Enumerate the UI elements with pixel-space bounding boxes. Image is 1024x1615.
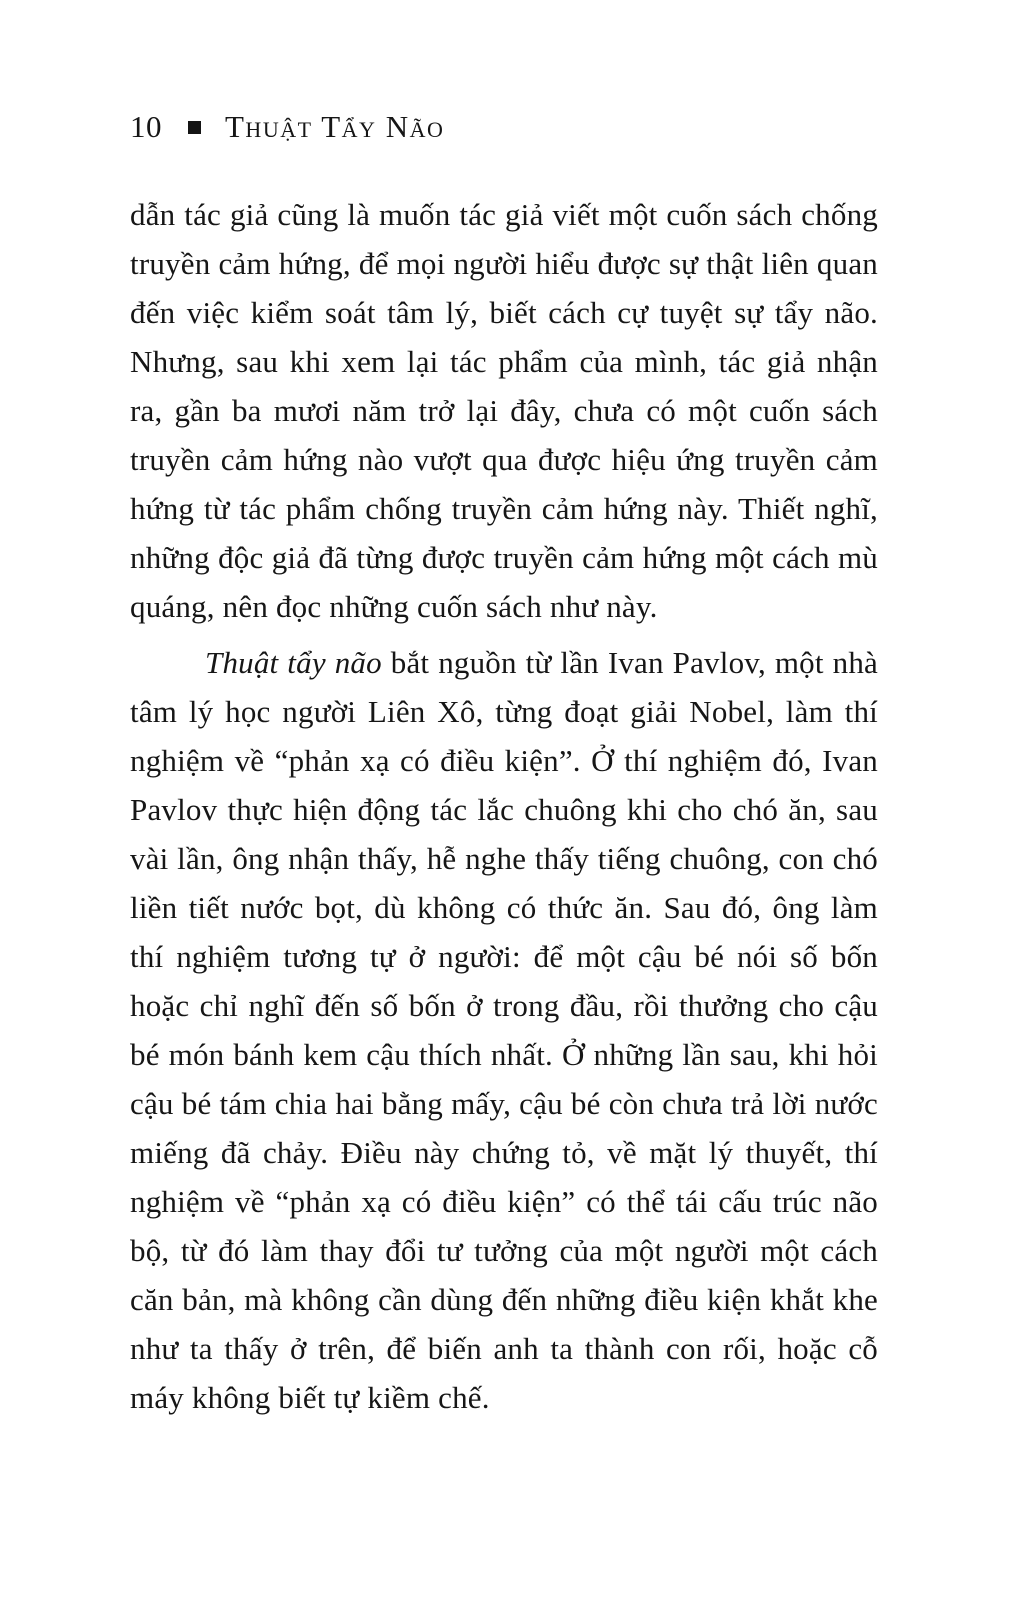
- running-title: Thuật Tẩy Não: [225, 109, 445, 144]
- page-header: [130, 108, 878, 146]
- paragraph-2: [130, 638, 878, 1422]
- page-body: [130, 190, 878, 1422]
- page-number: 10: [130, 109, 162, 144]
- book-title-italic: Thuật tẩy não: [205, 645, 382, 680]
- square-bullet-icon: [188, 121, 201, 134]
- paragraph-2-text: bắt nguồn từ lần Ivan Pavlov, một nhà tâm lý học người Liên Xô, từng đoạt giải Nobel, làm thí nghiệm về “phản xạ có điều kiện”. Ở thí nghiệm đó, Ivan Pavlov thực hiện động tác lắc chuông khi cho chó ăn, sau vài lần, ông nhận thấy, hễ nghe thấy tiếng chuông, con chó liền tiết nước bọt, dù không có thức ăn. Sau đó, ông làm thí nghiệm tương tự ở người: để một cậu bé nói số bốn hoặc chỉ nghĩ đến số bốn ở trong đầu, rồi thưởng cho cậu bé món bánh kem cậu thích nhất. Ở những lần sau, khi hỏi cậu bé tám chia hai bằng mấy, cậu bé còn chưa trả lời nước miếng đã chảy. Điều này chứng tỏ, về mặt lý thuyết, thí nghiệm về “phản xạ có điều kiện” có thể tái cấu trúc não bộ, từ đó làm thay đổi tư tưởng của một người một cách căn bản, mà không cần dùng đến những điều kiện khắt khe như ta thấy ở trên, để biến anh ta thành con rối, hoặc cỗ máy không biết tự kiềm chế.: [130, 645, 878, 1415]
- paragraph-1: dẫn tác giả cũng là muốn tác giả viết một cuốn sách chống truyền cảm hứng, để mọi người hiểu được sự thật liên quan đến việc kiểm soát tâm lý, biết cách cự tuyệt sự tẩy não. Nhưng, sau khi xem lại tác phẩm của mình, tác giả nhận ra, gần ba mươi năm trở lại đây, chưa có một cuốn sách truyền cảm hứng nào vượt qua được hiệu ứng truyền cảm hứng từ tác phẩm chống truyền cảm hứng này. Thiết nghĩ, những độc giả đã từng được truyền cảm hứng một cách mù quáng, nên đọc những cuốn sách như này.: [130, 197, 878, 624]
